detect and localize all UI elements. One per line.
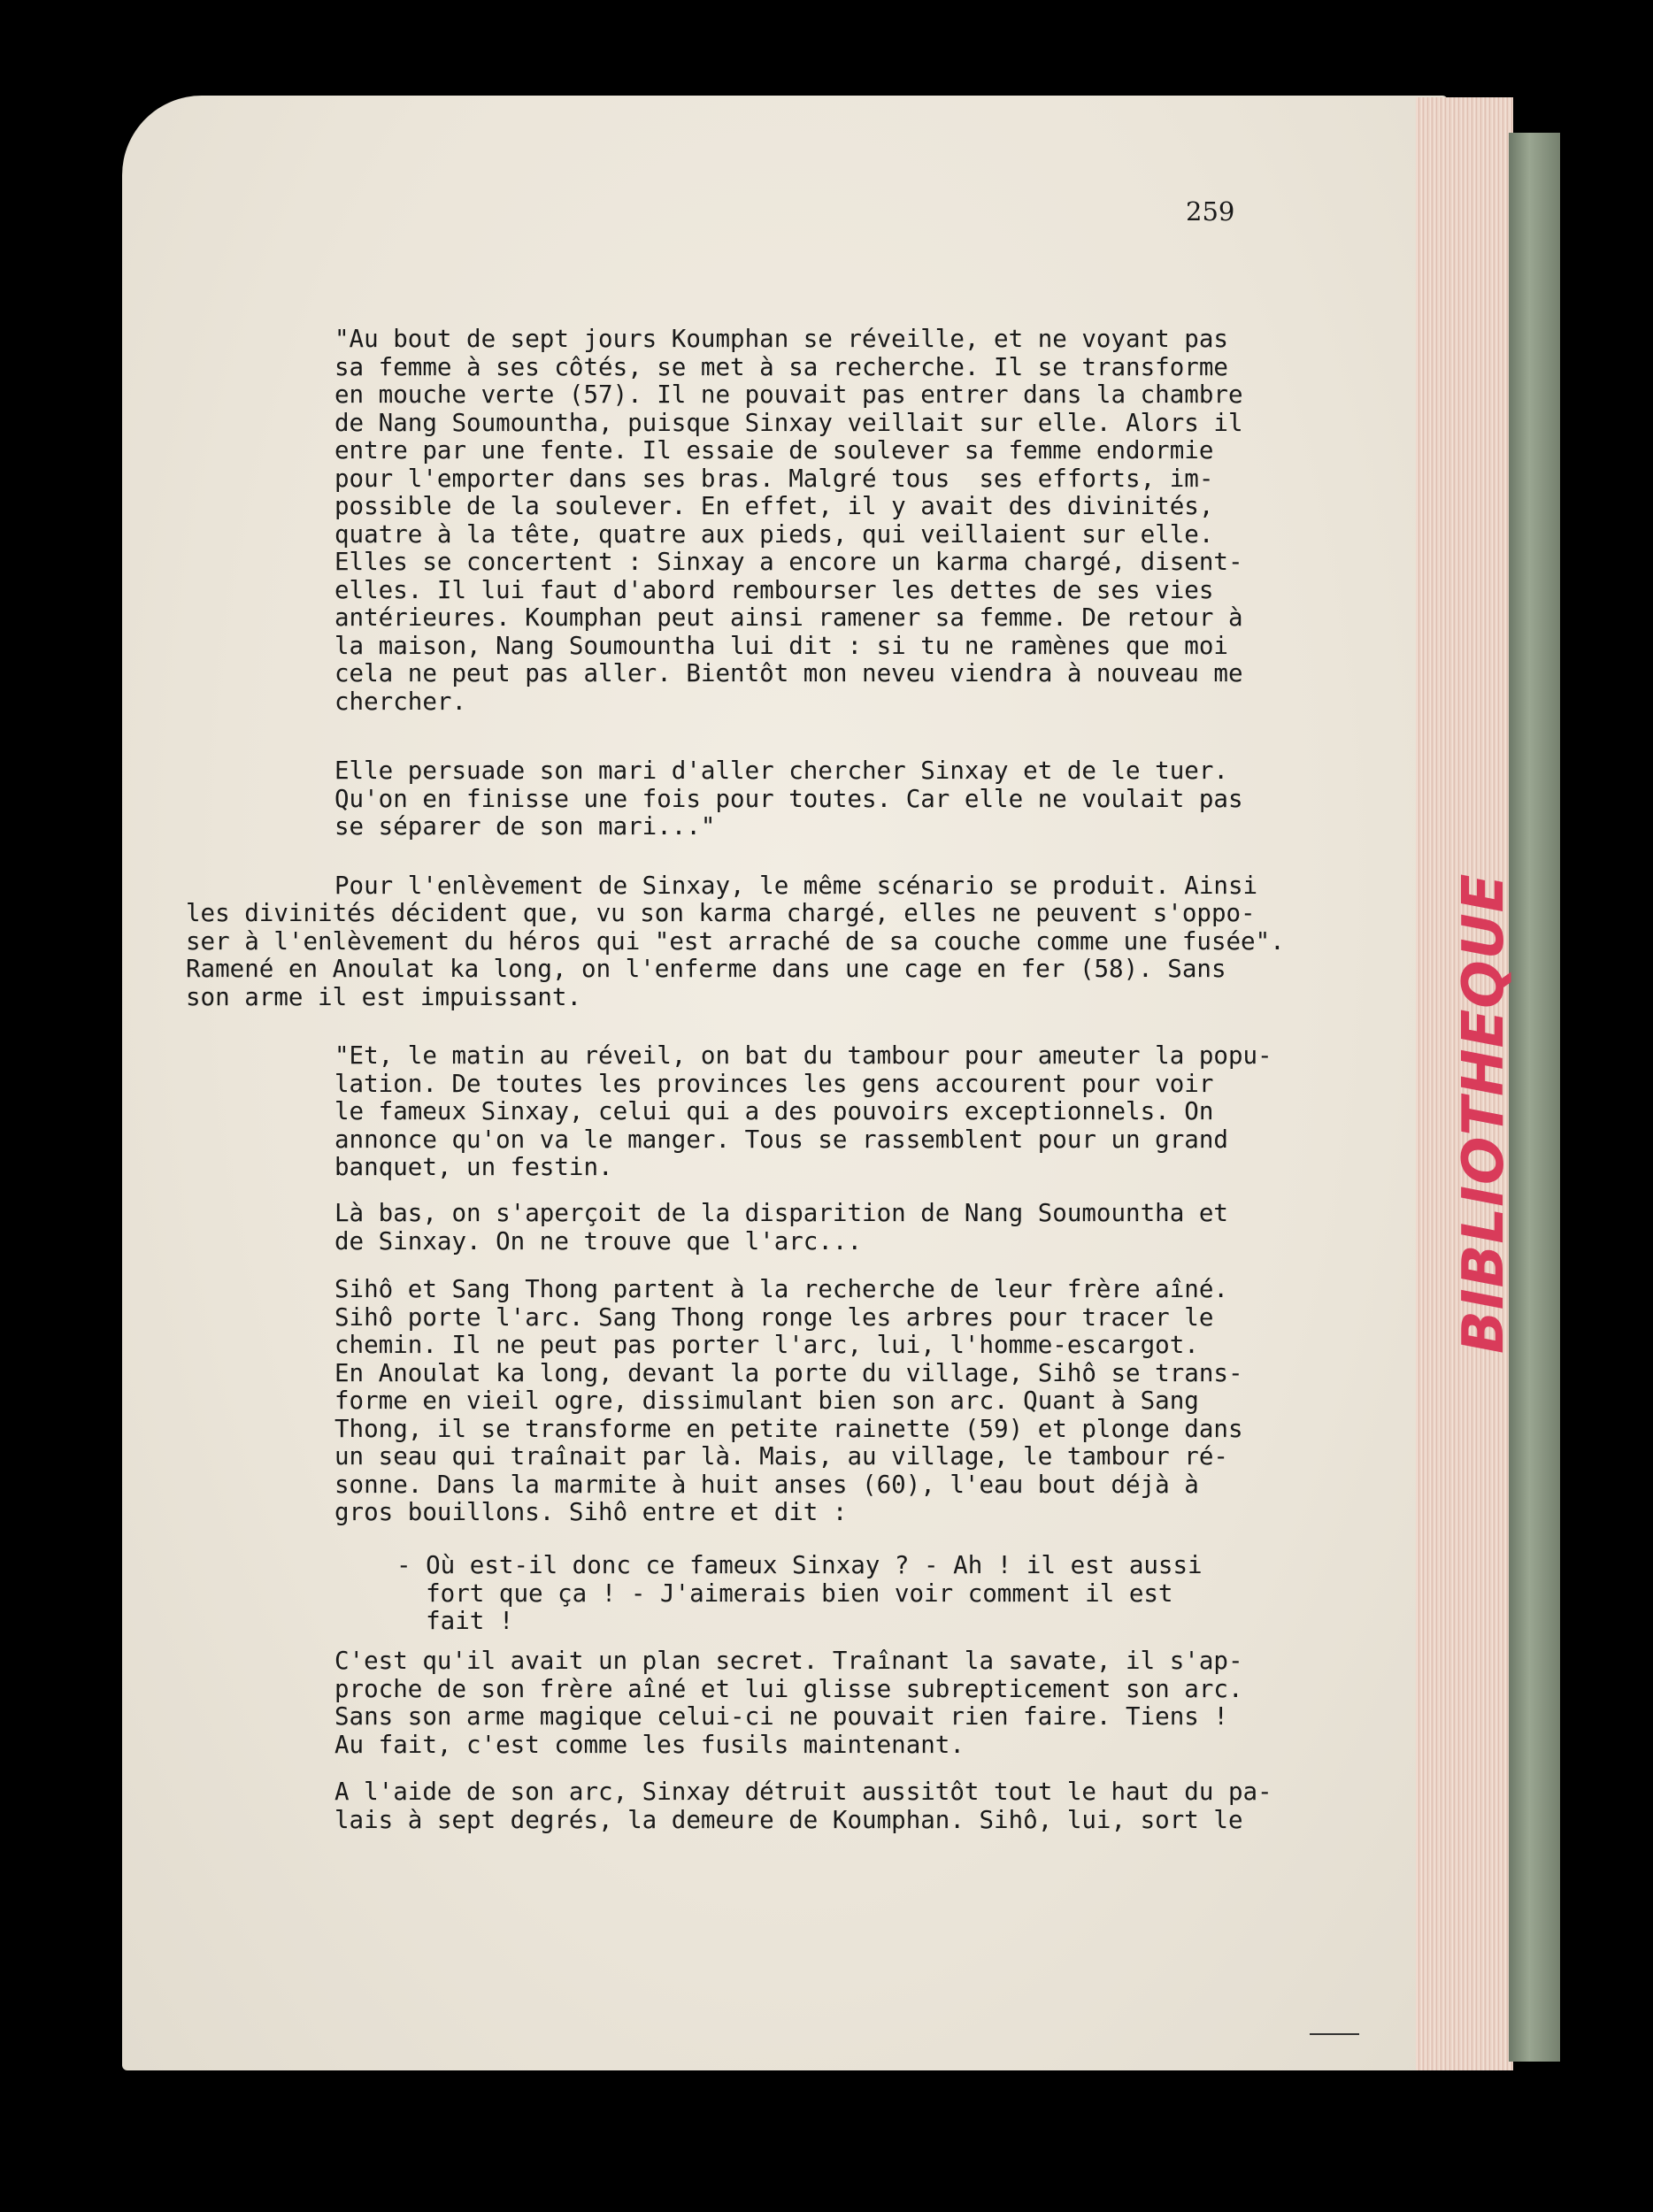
- library-stamp: BIBLIOTHEQUE: [1451, 872, 1517, 1354]
- paragraph-quote-6: C'est qu'il avait un plan secret. Traînant la savate, il s'ap- proche de son frère aîné et lui glisse subrepticement son arc. Sans son arme magique celui-ci ne pouvait rien faire. Tiens ! Au fait, c'est comme les fusils maintenant.: [334, 1647, 1243, 1759]
- page-number: 259: [1186, 196, 1235, 227]
- paragraph-narrative-2: les divinités décident que, vu son karma chargé, elles ne peuvent s'oppo- ser à l'enlèvement du héros qui "est arraché de sa couche comme une fusée". Ramené en Anoulat ka long, on l'enferme dans une cage en fer (58). Sans son arme il est impuissant.: [186, 899, 1285, 1011]
- paragraph-quote-7: A l'aide de son arc, Sinxay détruit aussitôt tout le haut du pa- lais à sept degrés, la demeure de Koumphan. Sihô, lui, sort le: [334, 1778, 1272, 1834]
- paragraph-quote-3: "Et, le matin au réveil, on bat du tambour pour ameuter la popu- lation. De toutes les provinces les gens accourent pour voir le fameux Sinxay, celui qui a des pouvoirs exceptionnels. On annonce qu'on va le manger. Tous se rassemblent pour un grand banquet, un festin.: [334, 1041, 1272, 1181]
- footer-dash: [1310, 2033, 1359, 2035]
- paragraph-quote-4: Là bas, on s'aperçoit de la disparition de Nang Soumountha et de Sinxay. On ne trouve que l'arc...: [334, 1199, 1228, 1256]
- dialogue-block: - Où est-il donc ce fameux Sinxay ? - Ah ! il est aussi fort que ça ! - J'aimerais bien voir comment il est fait !: [396, 1551, 1203, 1635]
- paragraph-quote-5: Sihô et Sang Thong partent à la recherche de leur frère aîné. Sihô porte l'arc. Sang Thong ronge les arbres pour tracer le chemin. Il ne peut pas porter l'arc, lui, l'homme-escargot. En Anoulat ka long, devant la porte du village, Sihô se trans- forme en vieil ogre, dissimulant bien son arc. Quant à Sang Thong, il se transforme en petite rainette (59) et plonge dans un seau qui traînait par là. Mais, au village, le tambour ré- sonne. Dans la marmite à huit anses (60), l'eau bout déjà à gros bouillons. Sihô entre et dit :: [334, 1275, 1243, 1526]
- paragraph-quote-1: "Au bout de sept jours Koumphan se réveille, et ne voyant pas sa femme à ses côtés, se met à sa recherche. Il se transforme en mouche verte (57). Il ne pouvait pas entrer dans la chambre de Nang Soumountha, puisque Sinxay veillait sur elle. Alors il entre par une fente. Il essaie de soulever sa femme endormie pour l'emporter dans ses bras. Malgré tous ses efforts, im- possible de la soulever. En effet, il y avait des divinités, quatre à la tête, quatre aux pieds, qui veillaient sur elle. Elles se concertent : Sinxay a encore un karma chargé, disent- elles. Il lui faut d'abord rembourser les dettes de ses vies antérieures. Koumphan peut ainsi ramener sa femme. De retour à la maison, Nang Soumountha lui dit : si tu ne ramènes que moi cela ne peut pas aller. Bientôt mon neveu viendra à nouveau me chercher.: [334, 325, 1243, 716]
- paragraph-narrative-1: Pour l'enlèvement de Sinxay, le même scénario se produit. Ainsi: [334, 872, 1258, 900]
- paragraph-quote-2: Elle persuade son mari d'aller chercher Sinxay et de le tuer. Qu'on en finisse une fois pour toutes. Car elle ne voulait pas se séparer de son mari...": [334, 757, 1243, 841]
